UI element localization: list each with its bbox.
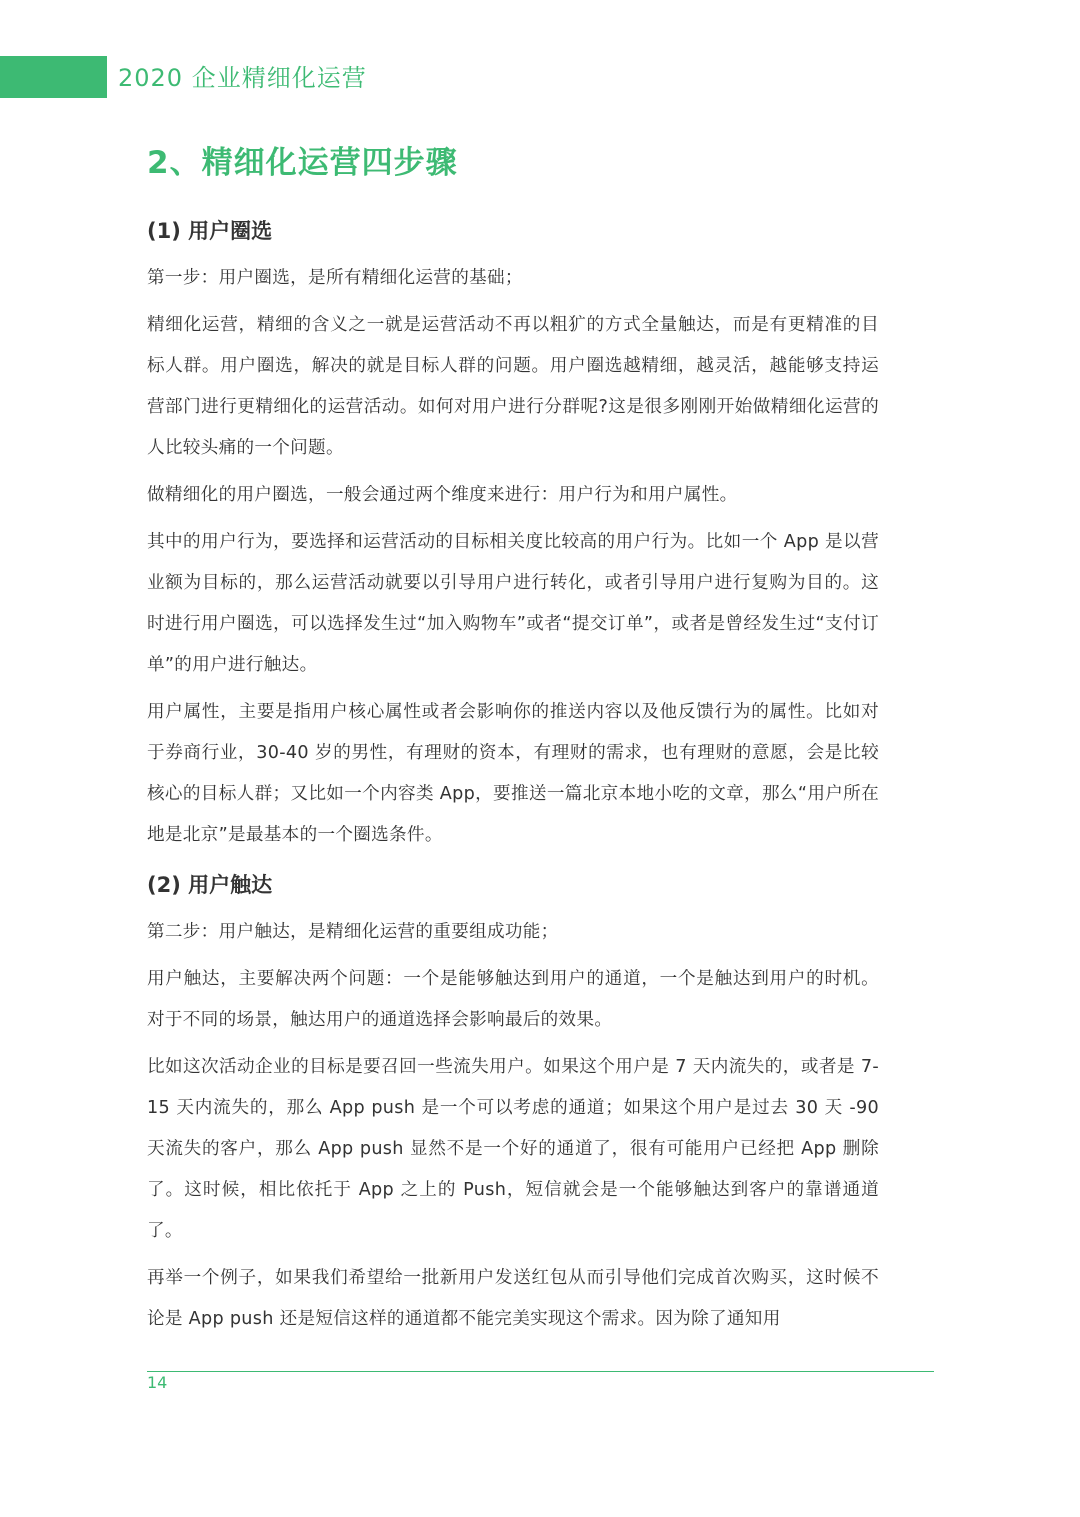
paragraph: 第一步：用户圈选，是所有精细化运营的基础； <box>147 268 523 288</box>
paragraph: 比如这次活动企业的目标是要召回一些流失用户。如果这个用户是 7 天内流失的，或者是 7-15 天内流失的，那么 App push 是一个可以考虑的通道；如果这个用户是过去 30 天 -90 天流失的客户，那么 App push 显然不是一个好的通道了，很有可能用户已经把 App 删除了。这时候，相比依托于 App 之上的 Push，短信就会是一个能够触达到客户的靠谱通道了。 <box>147 1057 879 1241</box>
paragraph: 做精细化的用户圈选，一般会通过两个维度来进行：用户行为和用户属性。 <box>147 485 738 505</box>
paragraph: 用户属性，主要是指用户核心属性或者会影响你的推送内容以及他反馈行为的属性。比如对于券商行业，30-40 岁的男性，有理财的资本，有理财的需求，也有理财的意愿，会是比较核心的目标人群；又比如一个内容类 App，要推送一篇北京本地小吃的文章，那么“用户所在地是北京”是最基本的一个圈选条件。 <box>147 702 879 845</box>
section-title: 2、精细化运营四步骤 <box>147 145 458 181</box>
page-number: 14 <box>147 1373 168 1392</box>
page-content <box>147 130 879 1340</box>
header-title: 2020 企业精细化运营 <box>118 64 367 92</box>
subsection-title-user-selection: (1) 用户圈选 <box>147 219 273 243</box>
paragraph: 其中的用户行为，要选择和运营活动的目标相关度比较高的用户行为。比如一个 App 是以营业额为目标的，那么运营活动就要以引导用户进行转化，或者引导用户进行复购为目的。这时进行用户圈选，可以选择发生过“加入购物车”或者“提交订单”，或者是曾经发生过“支付订单”的用户进行触达。 <box>147 532 879 675</box>
paragraph: 第二步：用户触达，是精细化运营的重要组成功能； <box>147 922 559 942</box>
subsection-title-user-reach: (2) 用户触达 <box>147 873 273 897</box>
footer-divider <box>147 1371 934 1372</box>
paragraph: 用户触达，主要解决两个问题：一个是能够触达到用户的通道，一个是触达到用户的时机。对于不同的场景，触达用户的通道选择会影响最后的效果。 <box>147 969 879 1030</box>
paragraph: 再举一个例子，如果我们希望给一批新用户发送红包从而引导他们完成首次购买，这时候不论是 App push 还是短信这样的通道都不能完美实现这个需求。因为除了通知用 <box>147 1268 879 1329</box>
header-accent-bar <box>0 56 107 98</box>
paragraph: 精细化运营，精细的含义之一就是运营活动不再以粗犷的方式全量触达，而是有更精准的目标人群。用户圈选，解决的就是目标人群的问题。用户圈选越精细，越灵活，越能够支持运营部门进行更精细化的运营活动。如何对用户进行分群呢?这是很多刚刚开始做精细化运营的人比较头痛的一个问题。 <box>147 315 879 458</box>
